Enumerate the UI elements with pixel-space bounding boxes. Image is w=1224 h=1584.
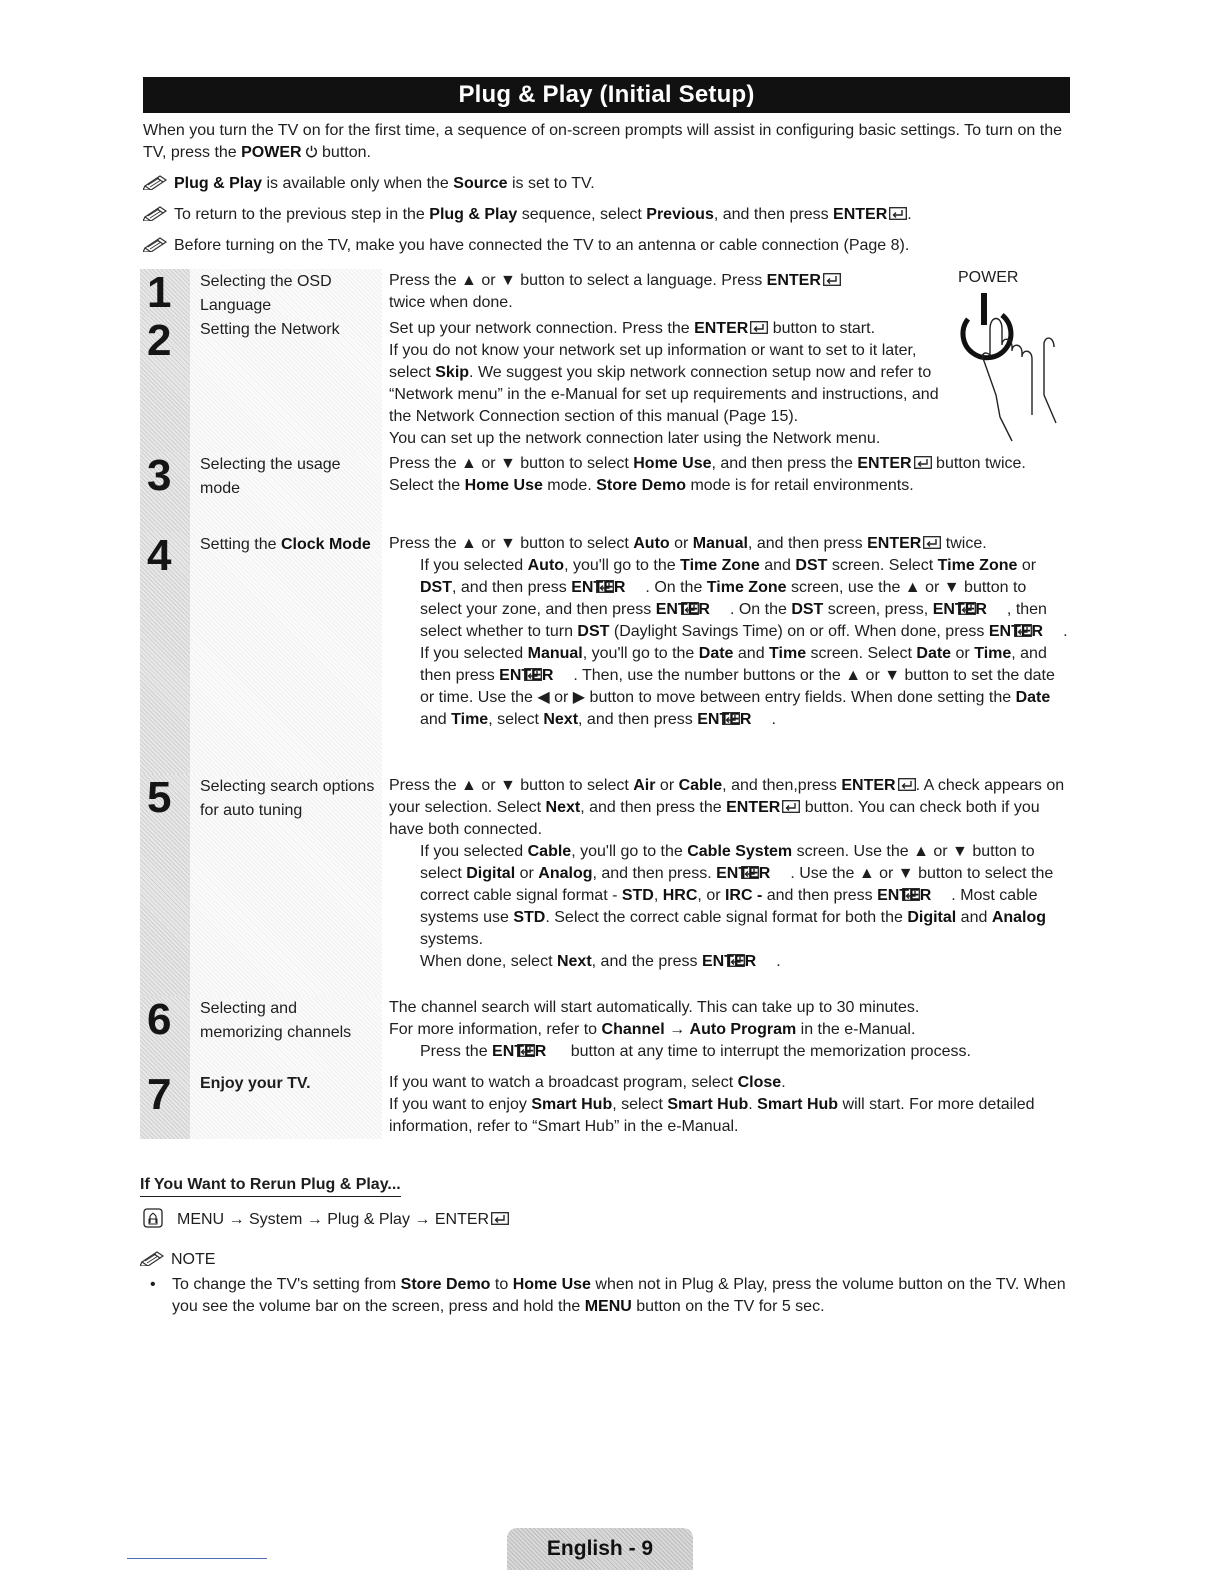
step-row (140, 452, 1070, 532)
enter-key-icon (989, 600, 1007, 613)
step-row (140, 532, 1070, 774)
enter-key-icon (889, 205, 907, 218)
note-heading: NOTE (140, 1249, 215, 1271)
step-description: Press the ▲ or ▼ button to select Air or Cable, and then,press ENTER . A check appears on your selection. Select Next, and then press the ENTER button. You can check both if you have both connected. If you selected Cable, you'll go to the Cable System screen. Use the ▲ or ▼ button to select Digital or Analog, and then press. ENTER . Use the ▲ or ▼ button to select the correct cable signal format - STD, HRC, or IRC - and then press ENTER . Most cable systems use STD. Select the correct cable signal format for both the Digital and Analog systems. When done, select Next, and the press ENTER . (389, 774, 1070, 973)
step-name: Setting the Clock Mode (190, 532, 382, 774)
step-row (140, 996, 1070, 1071)
enter-key-icon (491, 1210, 509, 1223)
rerun-menu-path: MENU → System → Plug & Play → ENTER (143, 1208, 509, 1231)
step-description: Press the ▲ or ▼ button to select Auto or Manual, and then press ENTER twice. If you selected Auto, you'll go to the Time Zone and DST screen. Select Time Zone or DST, and then press ENTER . On the Time Zone screen, use the ▲ or ▼ button to select your zone, and then press ENTER . On the DST screen, press, ENTER , then select whether to turn DST (Daylight Savings Time) on or off. When done, press ENTER . If you selected Manual, you'll go to the Date and Time screen. Select Date or Time, and then press ENTER . Then, use the number buttons or the ▲ or ▼ button to set the date or time. Use the ◀ or ▶ button to move between entry fields. When done setting the Date and Time, select Next, and then press ENTER . (389, 532, 1070, 731)
enter-key-icon (823, 271, 841, 284)
step-number: 3 (147, 451, 172, 500)
pencil-note-icon (389, 842, 415, 858)
power-figure (950, 267, 1070, 447)
step-note: Press the ENTER button at any time to interrupt the memorization process. (389, 1041, 1070, 1063)
rerun-heading: If You Want to Rerun Plug & Play... (140, 1175, 401, 1197)
step-row (140, 317, 1070, 452)
enter-key-icon (627, 578, 645, 591)
enter-key-icon (758, 952, 776, 965)
step-number: 1 (147, 268, 172, 317)
pencil-note-icon (143, 236, 169, 252)
step-description: If you want to watch a broadcast program, select Close. If you want to enjoy Smart Hub, select Smart Hub. Smart Hub will start. For more detailed information, refer to “Smart Hub” in the e-Manual. (389, 1074, 1035, 1135)
enter-key-icon (712, 600, 730, 613)
step-description: The channel search will start automatically. This can take up to 30 minutes. For more information, refer to Channel → Auto Program in the e-Manual. Press the ENTER button at any time to interrupt the memorization process. (389, 996, 1070, 1063)
step-name: Selecting the OSD Language (190, 269, 382, 317)
enter-key-icon (772, 864, 790, 877)
intro-note-antenna: Before turning on the TV, make you have connected the TV to an antenna or cable connection (Page 8). (143, 235, 1073, 257)
step-row (140, 1071, 1070, 1139)
intro-note-availability: Plug & Play is available only when the Source is set to TV. (143, 173, 1073, 195)
step-note: If you selected Cable, you'll go to the Cable System screen. Use the ▲ or ▼ button to select Digital or Analog, and then press. ENTER . Use the ▲ or ▼ button to select the correct cable signal format - STD, HRC, or IRC - and then press ENTER . Most cable systems use STD. Select the correct cable signal format for both the Digital and Analog systems. (389, 841, 1070, 951)
step-description: Set up your network connection. Press the ENTER button to start. If you do not know your network set up information or want to set to it later, select Skip. We suggest you skip network connection setup now and refer to “Network menu” in the e-Manual for set up requirements and instructions, and the Network Connection section of this manual (Page 15). You can set up the network connection later using the Network menu. (389, 320, 939, 447)
step-name: Setting the Network (190, 317, 382, 452)
pencil-note-icon (389, 952, 415, 968)
enter-key-icon (914, 454, 932, 467)
remote-menu-icon (143, 1208, 163, 1228)
power-figure-label: POWER (958, 269, 1019, 286)
pencil-note-icon (389, 644, 415, 660)
intro-section (143, 120, 1073, 266)
step-name: Enjoy your TV. (190, 1071, 382, 1139)
step-row (140, 774, 1070, 996)
step-description: Press the ▲ or ▼ button to select a language. Press ENTER twice when done. (389, 269, 849, 314)
step-number: 2 (147, 316, 172, 365)
intro-paragraph: When you turn the TV on for the first time, a sequence of on-screen prompts will assist in configuring basic settings. To turn on the TV, press the POWER button. (143, 122, 1062, 161)
note-bullet: • To change the TV's setting from Store Demo to Home Use when not in Plug & Play, press the volume button on the TV. When you see the volume bar on the screen, press and hold the MENU button on the TV for 5 sec. (150, 1276, 1066, 1315)
step-row (140, 269, 1070, 317)
step-number: 7 (147, 1070, 172, 1119)
pencil-note-icon (140, 1250, 166, 1266)
step-number: 5 (147, 773, 172, 822)
enter-key-icon (750, 319, 768, 332)
step-note: When done, select Next, and the press ENTER . (389, 951, 1070, 973)
step-name: Selecting search options for auto tuning (190, 774, 382, 996)
pencil-note-icon (389, 556, 415, 572)
step-note: If you selected Auto, you'll go to the Time Zone and DST screen. Select Time Zone or DST, and then press ENTER . On the Time Zone screen, use the ▲ or ▼ button to select your zone, and then press ENTER . On the DST screen, press, ENTER , then select whether to turn DST (Daylight Savings Time) on or off. When done, press ENTER . (389, 555, 1070, 643)
step-description: Press the ▲ or ▼ button to select Home Use, and then press the ENTER button twice. Select the Home Use mode. Store Demo mode is for retail environments. (389, 455, 1026, 494)
steps-table (140, 269, 1070, 1139)
page-number-tab: English - 9 (507, 1528, 693, 1570)
enter-key-icon (923, 534, 941, 547)
pencil-note-icon (143, 205, 169, 221)
enter-key-icon (753, 710, 771, 723)
step-name: Selecting the usage mode (190, 452, 382, 532)
pencil-note-icon (143, 174, 169, 190)
hand-pressing-power-icon (950, 285, 1070, 447)
enter-key-icon (555, 666, 573, 679)
enter-key-icon (1045, 622, 1063, 635)
power-icon (305, 143, 318, 156)
pencil-note-icon (389, 1042, 415, 1058)
enter-key-icon (898, 776, 916, 789)
enter-key-icon (782, 798, 800, 811)
intro-note-previous: To return to the previous step in the Plug & Play sequence, select Previous, and then press ENTER . (143, 204, 1073, 226)
enter-key-icon (933, 886, 951, 899)
step-name: Selecting and memorizing channels (190, 996, 382, 1071)
step-number: 6 (147, 995, 172, 1044)
step-note: If you selected Manual, you'll go to the Date and Time screen. Select Date or Time, and then press ENTER . Then, use the number buttons or the ▲ or ▼ button to set the date or time. Use the ◀ or ▶ button to move between entry fields. When done setting the Date and Time, select Next, and then press ENTER . (389, 643, 1070, 731)
step-number: 4 (147, 531, 172, 580)
enter-key-icon (548, 1042, 566, 1055)
footer-rule (127, 1558, 267, 1559)
page-title: Plug & Play (Initial Setup) (143, 77, 1070, 113)
